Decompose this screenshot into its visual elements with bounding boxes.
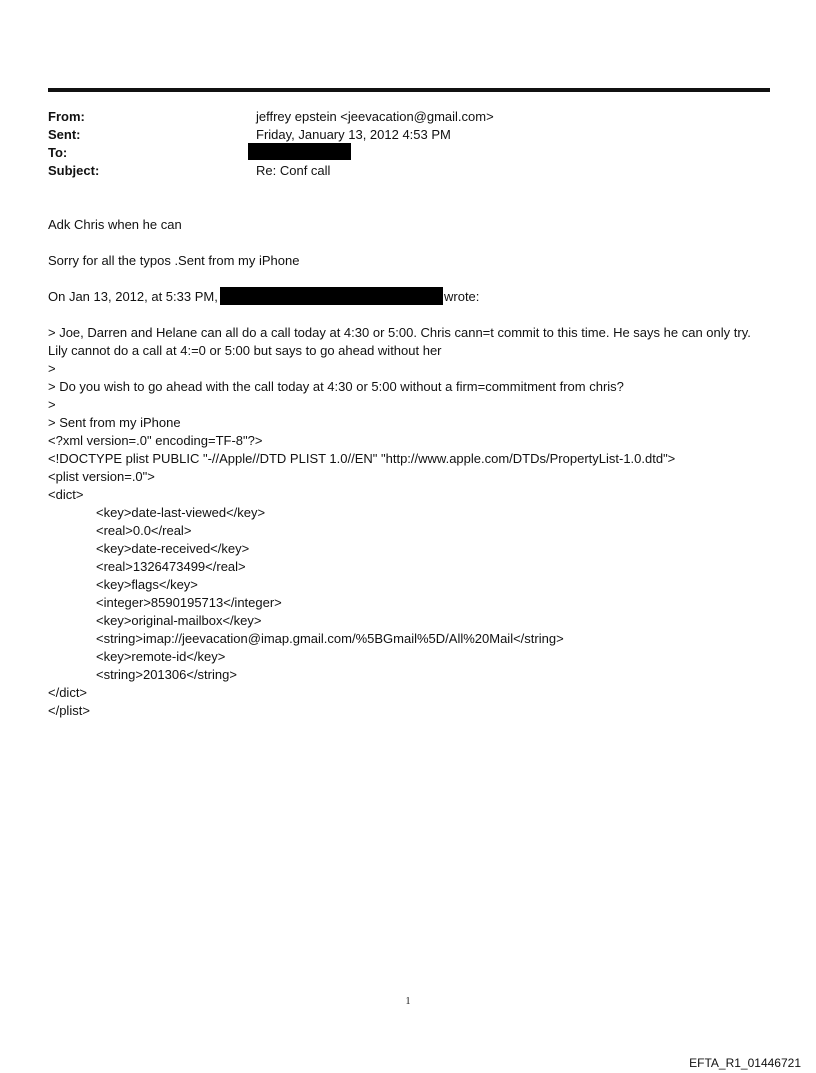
document-id: EFTA_R1_01446721 <box>689 1056 801 1070</box>
xml-line: <string>201306</string> <box>96 667 237 682</box>
sent-value: Friday, January 13, 2012 4:53 PM <box>256 127 451 142</box>
xml-line: <?xml version=.0" encoding=TF-8"?> <box>48 433 263 448</box>
sender-redaction <box>220 287 443 305</box>
on-suffix: wrote: <box>444 289 480 304</box>
from-label: From: <box>48 109 85 124</box>
xml-line: <integer>8590195713</integer> <box>96 595 282 610</box>
xml-line: <key>original-mailbox</key> <box>96 613 262 628</box>
xml-line: </dict> <box>48 685 88 700</box>
subject-value: Re: Conf call <box>256 163 331 178</box>
subject-label: Subject: <box>48 163 100 178</box>
xml-line: <string>imap://jeevacation@imap.gmail.com/%5BGmail%5D/All%20Mail</string> <box>96 631 564 646</box>
xml-line: <key>flags</key> <box>96 577 198 592</box>
xml-line: <real>0.0</real> <box>96 523 192 538</box>
xml-line: <key>date-received</key> <box>96 541 250 556</box>
xml-line: </plist> <box>48 703 90 718</box>
xml-line: <key>date-last-viewed</key> <box>96 505 266 520</box>
body-line-1: Adk Chris when he can <box>48 217 182 232</box>
page-number: 1 <box>405 996 411 1007</box>
xml-line: <plist version=.0"> <box>48 469 155 484</box>
header-rule <box>48 88 770 92</box>
from-value: jeffrey epstein <jeevacation@gmail.com> <box>256 109 494 124</box>
quote-line-5: > Sent from my iPhone <box>48 415 181 430</box>
to-redaction <box>248 143 351 160</box>
xml-line: <!DOCTYPE plist PUBLIC "-//Apple//DTD PLIST 1.0//EN" "http://www.apple.com/DTDs/PropertyList-1.0.dtd"> <box>48 451 676 466</box>
to-label: To: <box>48 145 68 160</box>
xml-block <box>48 432 778 720</box>
quote-line-4: > <box>48 397 56 412</box>
body-line-2: Sorry for all the typos .Sent from my iPhone <box>48 253 300 268</box>
sent-label: Sent: <box>48 127 81 142</box>
xml-line: <dict> <box>48 487 84 502</box>
quote-line-1: > Joe, Darren and Helane can all do a call today at 4:30 or 5:00. Chris cann=t commit to this time. He says he can only try. Lily cannot do a call at 4:=0 or 5:00 but says to go ahead without her <box>48 325 751 358</box>
quote-line-2: > <box>48 361 56 376</box>
xml-line: <real>1326473499</real> <box>96 559 246 574</box>
on-prefix: On Jan 13, 2012, at 5:33 PM, <box>48 289 218 304</box>
xml-line: <key>remote-id</key> <box>96 649 226 664</box>
quote-line-3: > Do you wish to go ahead with the call today at 4:30 or 5:00 without a firm=commitment from chris? <box>48 379 624 394</box>
